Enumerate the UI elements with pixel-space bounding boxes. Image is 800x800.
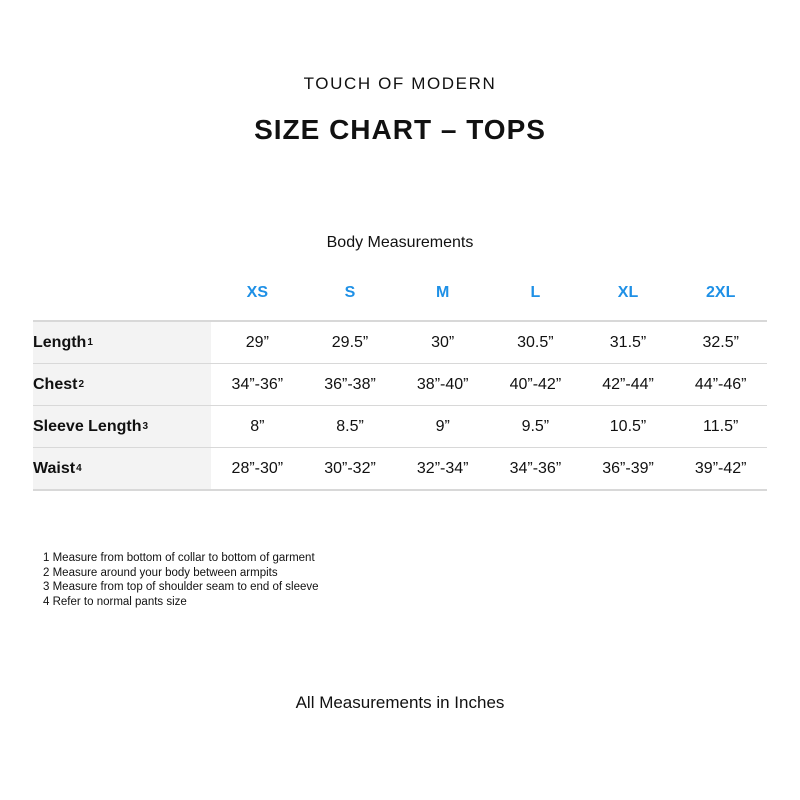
size-header-2xl: 2XL bbox=[706, 284, 736, 301]
footnote-marker: 2 bbox=[78, 379, 85, 390]
table-cell: 30”-32” bbox=[324, 459, 376, 477]
table-cell: 30.5” bbox=[517, 333, 554, 351]
row-label-text: Chest bbox=[33, 375, 78, 393]
table-row-waist bbox=[33, 448, 767, 491]
row-label-waist bbox=[33, 448, 211, 489]
table-cell: 36”-38” bbox=[324, 375, 376, 393]
footnote-2: 2 Measure around your body between armpits bbox=[43, 566, 278, 579]
footnotes bbox=[43, 551, 319, 609]
table-cell: 34”-36” bbox=[509, 459, 562, 477]
table-row-sleeve-length bbox=[33, 406, 767, 448]
brand-logo: TOUCH OF MODERN bbox=[303, 74, 497, 93]
table-cell: 40”-42” bbox=[509, 375, 562, 393]
table-cell: 34”-36” bbox=[231, 375, 284, 393]
table-cell: 8.5” bbox=[336, 417, 364, 435]
row-label-text: Waist bbox=[33, 459, 76, 477]
footnote-marker: 4 bbox=[76, 463, 82, 474]
size-header-xs: XS bbox=[246, 284, 268, 301]
footnote-1: 1 Measure from bottom of collar to bottom of garment bbox=[43, 552, 315, 564]
page-title: SIZE CHART – TOPS bbox=[254, 114, 546, 145]
table-row-length bbox=[33, 322, 767, 364]
measurement-units-note: All Measurements in Inches bbox=[295, 693, 505, 712]
table-row-chest bbox=[33, 364, 767, 406]
size-header-l: L bbox=[530, 284, 541, 301]
table-cell: 29” bbox=[245, 333, 269, 351]
footnote-marker: 1 bbox=[87, 337, 93, 348]
row-label-sleeve-length bbox=[33, 406, 211, 447]
table-cell: 9” bbox=[435, 417, 450, 435]
footnote-3: 3 Measure from top of shoulder seam to end of sleeve bbox=[43, 581, 319, 593]
table-cell: 29.5” bbox=[331, 333, 369, 351]
table-cell: 36”-39” bbox=[602, 459, 654, 477]
row-label-text: Length bbox=[33, 333, 87, 351]
table-cell: 10.5” bbox=[609, 417, 647, 435]
table-cell: 11.5” bbox=[703, 417, 739, 435]
header-label-cell bbox=[33, 272, 211, 320]
size-table bbox=[33, 272, 767, 491]
table-cell: 28”-30” bbox=[231, 459, 284, 477]
table-cell: 8” bbox=[250, 417, 265, 435]
table-cell: 44”-46” bbox=[694, 375, 747, 393]
table-cell: 32.5” bbox=[702, 333, 739, 351]
table-caption: Body Measurements bbox=[326, 234, 474, 251]
table-cell: 30” bbox=[431, 333, 455, 351]
footnote-marker: 3 bbox=[142, 421, 149, 432]
footnote-4: 4 Refer to normal pants size bbox=[43, 595, 187, 608]
table-cell: 31.5” bbox=[609, 333, 647, 351]
table-cell: 42”-44” bbox=[602, 375, 654, 393]
row-label-text: Sleeve Length bbox=[33, 417, 142, 435]
row-label-chest bbox=[33, 364, 211, 405]
table-cell: 32”-34” bbox=[416, 459, 469, 477]
row-label-length bbox=[33, 322, 211, 363]
table-cell: 38”-40” bbox=[416, 375, 469, 393]
size-header-m: M bbox=[436, 284, 450, 301]
size-header-row bbox=[33, 272, 767, 322]
table-cell: 39”-42” bbox=[694, 459, 747, 477]
size-header-s: S bbox=[344, 284, 356, 301]
table-cell: 9.5” bbox=[521, 417, 550, 435]
size-header-xl: XL bbox=[617, 284, 639, 301]
